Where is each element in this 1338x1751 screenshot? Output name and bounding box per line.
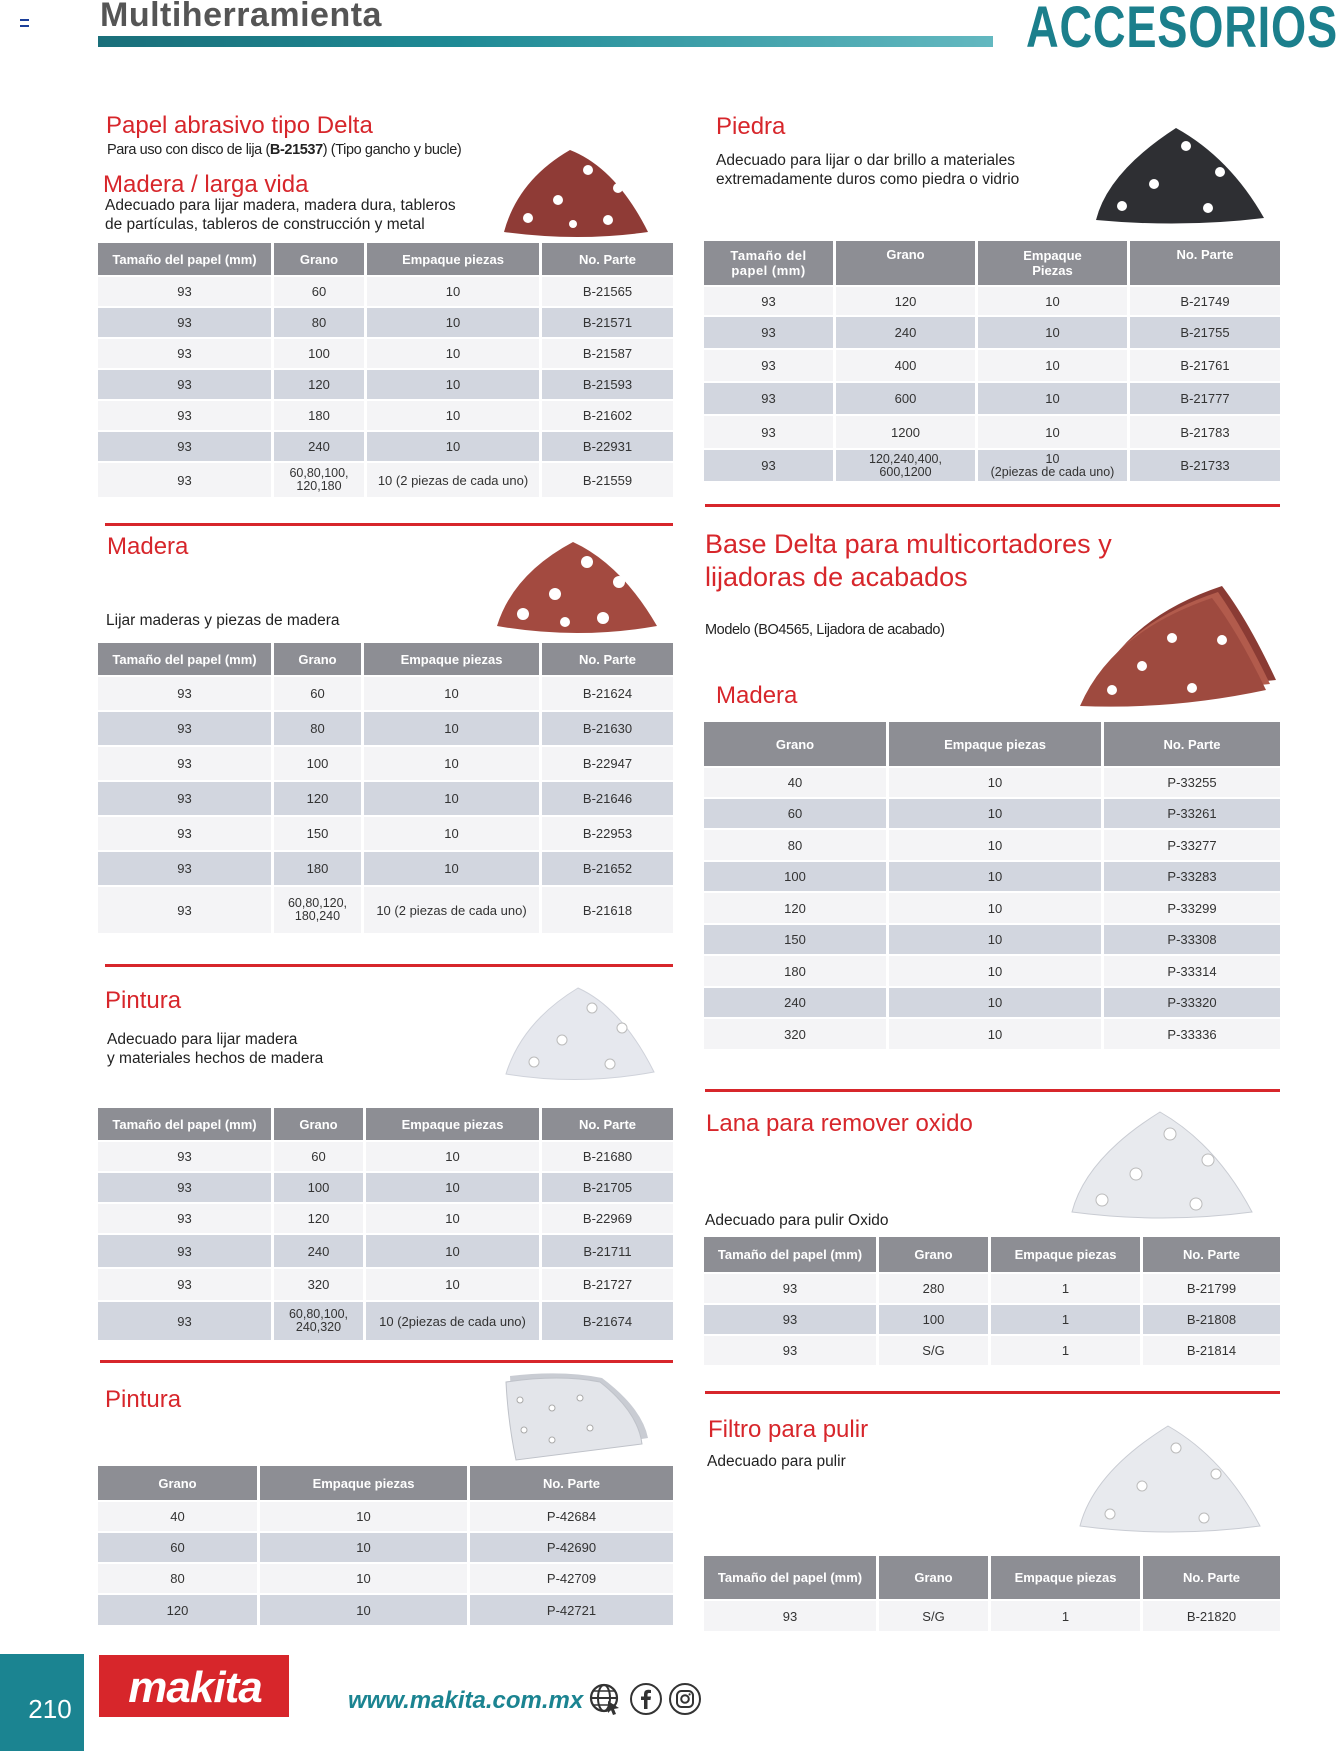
steel-wool-pad-image bbox=[1066, 1108, 1256, 1220]
description-line: de partículas, tableros de construcción y metal bbox=[105, 216, 425, 233]
table-row bbox=[704, 797, 1280, 828]
table-cell: 93 bbox=[98, 780, 274, 815]
table-cell: 180 bbox=[274, 850, 364, 885]
column-header: Tamaño del papel (mm) bbox=[98, 643, 274, 675]
table-row bbox=[704, 860, 1280, 891]
table-cell: 93 bbox=[704, 1599, 879, 1631]
table-cell: 93 bbox=[704, 1272, 879, 1303]
table-cell: B-21749 bbox=[1130, 285, 1280, 315]
table-cell: 40 bbox=[704, 766, 889, 797]
table-cell: P-42684 bbox=[470, 1500, 673, 1531]
table-cell: 60,80,100, 240,320 bbox=[274, 1300, 366, 1340]
sanding-sheet-white-image bbox=[500, 982, 660, 1082]
table-cell: B-21820 bbox=[1143, 1599, 1280, 1631]
section-divider bbox=[705, 504, 1280, 507]
column-header: Empaque Piezas bbox=[978, 241, 1130, 285]
table-cell: B-21618 bbox=[542, 885, 673, 933]
table-cell: 100 bbox=[274, 337, 367, 368]
table-cell: P-33314 bbox=[1104, 954, 1280, 986]
table-row bbox=[704, 285, 1280, 315]
table-cell: B-22947 bbox=[542, 745, 673, 780]
header-bar bbox=[98, 36, 993, 47]
table-cell: 80 bbox=[274, 710, 364, 745]
table-row bbox=[98, 1531, 673, 1562]
table-cell: 10 bbox=[366, 1202, 542, 1233]
table-cell: 120 bbox=[98, 1593, 260, 1625]
table-cell: P-33277 bbox=[1104, 828, 1280, 860]
column-header: Tamaño del papel (mm) bbox=[98, 1108, 274, 1140]
section-title-madera-right: Madera bbox=[716, 682, 798, 709]
table-cell: P-42690 bbox=[470, 1531, 673, 1562]
table-cell: 120,240,400, 600,1200 bbox=[836, 448, 978, 481]
column-header: Grano bbox=[704, 722, 889, 766]
table-row bbox=[98, 745, 673, 780]
table-cell: 80 bbox=[274, 306, 367, 337]
table-cell: 10 (2 piezas de cada uno) bbox=[367, 461, 542, 497]
table-cell: 10 bbox=[889, 986, 1104, 1017]
table-cell: B-21587 bbox=[542, 337, 673, 368]
table-cell: B-21814 bbox=[1143, 1334, 1280, 1365]
column-header: Empaque piezas bbox=[366, 1108, 542, 1140]
table-cell: P-42721 bbox=[470, 1593, 673, 1625]
table-cell: 93 bbox=[98, 337, 274, 368]
table-cell: P-42709 bbox=[470, 1562, 673, 1593]
table-row bbox=[98, 368, 673, 399]
table-cell: 93 bbox=[704, 348, 836, 381]
table-cell: 1200 bbox=[836, 414, 978, 448]
table-cell: 93 bbox=[98, 461, 274, 497]
section-title-filtro: Filtro para pulir bbox=[708, 1416, 869, 1443]
table-cell: 60,80,100, 120,180 bbox=[274, 461, 367, 497]
column-header: No. Parte bbox=[1130, 241, 1280, 285]
table-cell: 93 bbox=[704, 414, 836, 448]
description-line: Adecuado para lijar madera, madera dura, tableros bbox=[105, 197, 456, 214]
table-row bbox=[98, 1300, 673, 1340]
table-cell: 10 bbox=[978, 285, 1130, 315]
table-cell: 10 bbox=[364, 780, 542, 815]
column-header: No. Parte bbox=[470, 1466, 673, 1500]
table-cell: 93 bbox=[98, 675, 274, 710]
sanding-sheet-black-image bbox=[1092, 124, 1267, 224]
page-title: Multiherramienta bbox=[100, 0, 382, 34]
table-cell: 40 bbox=[98, 1500, 260, 1531]
section-title-piedra: Piedra bbox=[716, 113, 786, 140]
column-header: Empaque piezas bbox=[260, 1466, 470, 1500]
table-cell: 1 bbox=[991, 1272, 1143, 1303]
column-header: No. Parte bbox=[1143, 1237, 1280, 1272]
table-cell: 10 (2 piezas de cada uno) bbox=[364, 885, 542, 933]
column-header: No. Parte bbox=[542, 1108, 673, 1140]
table-pintura bbox=[98, 1108, 673, 1340]
description-line: y materiales hechos de madera bbox=[107, 1050, 324, 1067]
table-cell: S/G bbox=[879, 1599, 991, 1631]
table-row bbox=[98, 430, 673, 461]
table-cell: 93 bbox=[98, 850, 274, 885]
column-header: Tamaño del papel (mm) bbox=[704, 1556, 879, 1599]
table-row bbox=[98, 710, 673, 745]
table-cell: B-21808 bbox=[1143, 1303, 1280, 1334]
table-cell: 1 bbox=[991, 1599, 1143, 1631]
table-cell: 1 bbox=[991, 1303, 1143, 1334]
description-line: extremadamente duros como piedra o vidrio bbox=[716, 171, 1020, 188]
table-cell: 10 bbox=[364, 815, 542, 850]
table-row bbox=[98, 815, 673, 850]
table-cell: 10 bbox=[366, 1171, 542, 1202]
table-cell: 10 (2piezas de cada uno) bbox=[366, 1300, 542, 1340]
table-cell: 180 bbox=[274, 399, 367, 430]
table-cell: 93 bbox=[98, 815, 274, 850]
table-cell: 93 bbox=[98, 275, 274, 306]
table-cell: B-22969 bbox=[542, 1202, 673, 1233]
table-cell: 600 bbox=[836, 381, 978, 414]
table-cell: 10 bbox=[367, 337, 542, 368]
table-cell: P-33299 bbox=[1104, 891, 1280, 923]
sanding-base-stack-image bbox=[1072, 580, 1277, 708]
table-cell: 93 bbox=[98, 399, 274, 430]
table-cell: 150 bbox=[704, 923, 889, 954]
table-row bbox=[704, 1599, 1280, 1631]
table-cell: 93 bbox=[98, 745, 274, 780]
table-cell: 10 bbox=[978, 348, 1130, 381]
table-cell: P-33336 bbox=[1104, 1017, 1280, 1049]
table-cell: 10 bbox=[366, 1267, 542, 1300]
table-cell: 240 bbox=[836, 315, 978, 348]
table-cell: B-21733 bbox=[1130, 448, 1280, 481]
table-row bbox=[98, 1233, 673, 1267]
column-header: No. Parte bbox=[542, 243, 673, 275]
table-row bbox=[704, 766, 1280, 797]
table-row bbox=[98, 337, 673, 368]
section-divider bbox=[705, 1089, 1280, 1092]
table-cell: B-22953 bbox=[542, 815, 673, 850]
table-row bbox=[98, 461, 673, 497]
table-row bbox=[98, 1562, 673, 1593]
table-cell: 120 bbox=[274, 780, 364, 815]
table-madera bbox=[98, 643, 673, 933]
table-cell: B-21630 bbox=[542, 710, 673, 745]
table-row bbox=[98, 885, 673, 933]
polishing-filter-image bbox=[1074, 1422, 1264, 1534]
section-title-lana: Lana para remover oxido bbox=[706, 1110, 973, 1137]
column-header: Empaque piezas bbox=[889, 722, 1104, 766]
column-header: Grano bbox=[836, 241, 978, 285]
table-cell: 93 bbox=[98, 885, 274, 933]
table-row bbox=[704, 1017, 1280, 1049]
table-row bbox=[98, 1202, 673, 1233]
table-cell: 10 bbox=[260, 1593, 470, 1625]
page-number: 210 bbox=[28, 1694, 72, 1724]
section-divider bbox=[705, 1391, 1280, 1394]
globe-icon[interactable] bbox=[588, 1682, 622, 1716]
table-cell: 93 bbox=[704, 285, 836, 315]
table-row bbox=[704, 954, 1280, 986]
table-row bbox=[704, 381, 1280, 414]
sanding-sheet-red-image bbox=[493, 536, 663, 636]
table-piedra bbox=[704, 241, 1280, 481]
table-row bbox=[704, 923, 1280, 954]
column-header: Empaque piezas bbox=[367, 243, 542, 275]
table-cell: B-21680 bbox=[542, 1140, 673, 1171]
table-row bbox=[98, 306, 673, 337]
table-cell: B-21711 bbox=[542, 1233, 673, 1267]
table-cell: 240 bbox=[704, 986, 889, 1017]
table-row bbox=[704, 315, 1280, 348]
table-cell: 120 bbox=[836, 285, 978, 315]
table-cell: B-21777 bbox=[1130, 381, 1280, 414]
table-cell: 60 bbox=[704, 797, 889, 828]
table-cell: 100 bbox=[704, 860, 889, 891]
table-cell: 280 bbox=[879, 1272, 991, 1303]
table-cell: 10 bbox=[978, 414, 1130, 448]
table-cell: 10 bbox=[366, 1233, 542, 1267]
column-header: No. Parte bbox=[1104, 722, 1280, 766]
table-cell: 93 bbox=[704, 381, 836, 414]
table-cell: 150 bbox=[274, 815, 364, 850]
table-cell: 10 bbox=[889, 797, 1104, 828]
table-cell: 10 bbox=[367, 430, 542, 461]
table-cell: 10 bbox=[364, 675, 542, 710]
table-cell: B-21783 bbox=[1130, 414, 1280, 448]
table-row bbox=[98, 1267, 673, 1300]
table-cell: 10 bbox=[260, 1500, 470, 1531]
column-header: No. Parte bbox=[1143, 1556, 1280, 1599]
section-title-madera-larga-vida: Madera / larga vida bbox=[103, 171, 309, 198]
table-cell: S/G bbox=[879, 1334, 991, 1365]
table-cell: 10 bbox=[889, 860, 1104, 891]
table-cell: 10 bbox=[367, 399, 542, 430]
table-cell: 80 bbox=[704, 828, 889, 860]
table-cell: 93 bbox=[704, 448, 836, 481]
column-header: Grano bbox=[98, 1466, 260, 1500]
table-delta-madera bbox=[98, 243, 673, 497]
table-cell: 120 bbox=[274, 368, 367, 399]
column-header: Empaque piezas bbox=[991, 1556, 1143, 1599]
column-header: Tamaño del papel (mm) bbox=[704, 1237, 879, 1272]
table-cell: 93 bbox=[98, 1202, 274, 1233]
table-cell: 60 bbox=[274, 275, 367, 306]
column-header: Tamaño del papel (mm) bbox=[704, 241, 836, 285]
table-cell: 10 bbox=[364, 850, 542, 885]
table-row bbox=[704, 1303, 1280, 1334]
table-cell: P-33261 bbox=[1104, 797, 1280, 828]
table-cell: 10 bbox=[889, 954, 1104, 986]
table-row bbox=[704, 414, 1280, 448]
table-cell: 320 bbox=[704, 1017, 889, 1049]
table-cell: 10 bbox=[889, 891, 1104, 923]
table-cell: 10 (2piezas de cada uno) bbox=[978, 448, 1130, 481]
table-cell: B-21727 bbox=[542, 1267, 673, 1300]
table-cell: 10 bbox=[889, 1017, 1104, 1049]
table-row bbox=[704, 891, 1280, 923]
table-row bbox=[704, 1334, 1280, 1365]
table-cell: 60 bbox=[274, 1140, 366, 1171]
table-cell: 10 bbox=[367, 368, 542, 399]
section-title-base-delta-line2: lijadoras de acabados bbox=[705, 562, 968, 592]
table-base-delta-madera bbox=[704, 722, 1280, 1049]
table-row bbox=[98, 1593, 673, 1625]
table-cell: 60,80,120, 180,240 bbox=[274, 885, 364, 933]
column-header: Grano bbox=[879, 1237, 991, 1272]
table-cell: 10 bbox=[889, 923, 1104, 954]
table-cell: 93 bbox=[98, 1140, 274, 1171]
column-header: Empaque piezas bbox=[364, 643, 542, 675]
table-cell: 93 bbox=[98, 306, 274, 337]
table-cell: 93 bbox=[704, 315, 836, 348]
website-link[interactable]: www.makita.com.mx bbox=[348, 1687, 584, 1714]
table-cell: 10 bbox=[364, 710, 542, 745]
table-cell: 93 bbox=[98, 368, 274, 399]
instagram-icon[interactable] bbox=[668, 1682, 702, 1716]
description-line: Adecuado para pulir Oxido bbox=[705, 1212, 889, 1229]
table-cell: 10 bbox=[364, 745, 542, 780]
table-cell: 60 bbox=[98, 1531, 260, 1562]
table-cell: P-33308 bbox=[1104, 923, 1280, 954]
table-cell: B-21571 bbox=[542, 306, 673, 337]
table-cell: 93 bbox=[98, 1171, 274, 1202]
section-divider bbox=[105, 523, 673, 526]
table-cell: B-21799 bbox=[1143, 1272, 1280, 1303]
table-cell: 120 bbox=[704, 891, 889, 923]
table-cell: 93 bbox=[98, 1267, 274, 1300]
table-lana bbox=[704, 1237, 1280, 1365]
column-header: Tamaño del papel (mm) bbox=[98, 243, 274, 275]
table-row bbox=[704, 348, 1280, 381]
table-cell: 320 bbox=[274, 1267, 366, 1300]
table-filtro bbox=[704, 1556, 1280, 1631]
table-cell: 1 bbox=[991, 1334, 1143, 1365]
table-cell: 10 bbox=[978, 381, 1130, 414]
column-header: Grano bbox=[274, 643, 364, 675]
table-cell: 100 bbox=[274, 745, 364, 780]
column-header: Empaque piezas bbox=[991, 1237, 1143, 1272]
table-cell: 93 bbox=[98, 710, 274, 745]
facebook-icon[interactable] bbox=[629, 1682, 663, 1716]
description-line: Adecuado para lijar madera bbox=[107, 1031, 298, 1048]
table-cell: 400 bbox=[836, 348, 978, 381]
table-cell: B-21761 bbox=[1130, 348, 1280, 381]
table-row bbox=[98, 780, 673, 815]
language-flag-icon bbox=[20, 19, 29, 26]
table-cell: 10 bbox=[367, 306, 542, 337]
table-cell: B-21565 bbox=[542, 275, 673, 306]
section-title-madera: Madera bbox=[107, 533, 189, 560]
table-cell: B-22931 bbox=[542, 430, 673, 461]
table-row bbox=[98, 1171, 673, 1202]
category-title: ACCESORIOS bbox=[1026, 0, 1338, 60]
sanding-sheet-stack-image bbox=[502, 1368, 652, 1463]
makita-logo-text: makita bbox=[128, 1663, 262, 1712]
description-line: Lijar maderas y piezas de madera bbox=[106, 612, 340, 629]
table-cell: 10 bbox=[367, 275, 542, 306]
table-row bbox=[704, 1272, 1280, 1303]
table-pintura-grano bbox=[98, 1466, 673, 1625]
table-cell: B-21755 bbox=[1130, 315, 1280, 348]
table-cell: B-21674 bbox=[542, 1300, 673, 1340]
table-cell: 10 bbox=[260, 1531, 470, 1562]
table-cell: 10 bbox=[889, 828, 1104, 860]
section-title-delta: Papel abrasivo tipo Delta bbox=[106, 112, 373, 139]
column-header: Grano bbox=[274, 243, 367, 275]
section-subtitle-delta: Para uso con disco de lija (B-21537) (Tipo gancho y bucle) bbox=[107, 142, 462, 158]
table-cell: 100 bbox=[879, 1303, 991, 1334]
table-row bbox=[704, 986, 1280, 1017]
table-cell: B-21559 bbox=[542, 461, 673, 497]
table-cell: 93 bbox=[704, 1334, 879, 1365]
table-cell: 180 bbox=[704, 954, 889, 986]
table-cell: 100 bbox=[274, 1171, 366, 1202]
table-row bbox=[98, 675, 673, 710]
table-row bbox=[98, 1500, 673, 1531]
table-cell: 93 bbox=[704, 1303, 879, 1334]
table-row bbox=[98, 399, 673, 430]
description-line: Adecuado para lijar o dar brillo a materiales bbox=[716, 152, 1015, 169]
table-cell: P-33255 bbox=[1104, 766, 1280, 797]
section-divider bbox=[105, 964, 673, 967]
column-header: Grano bbox=[879, 1556, 991, 1599]
table-row bbox=[704, 448, 1280, 481]
column-header: Grano bbox=[274, 1108, 366, 1140]
table-cell: 93 bbox=[98, 430, 274, 461]
table-cell: 240 bbox=[274, 430, 367, 461]
table-row bbox=[98, 275, 673, 306]
table-cell: 93 bbox=[98, 1233, 274, 1267]
table-cell: P-33320 bbox=[1104, 986, 1280, 1017]
table-cell: B-21602 bbox=[542, 399, 673, 430]
section-divider bbox=[100, 1360, 673, 1363]
table-cell: B-21646 bbox=[542, 780, 673, 815]
section-title-pintura: Pintura bbox=[105, 987, 182, 1014]
table-row bbox=[704, 828, 1280, 860]
table-cell: 80 bbox=[98, 1562, 260, 1593]
description-line: Adecuado para pulir bbox=[707, 1453, 846, 1470]
table-cell: 60 bbox=[274, 675, 364, 710]
table-row bbox=[98, 850, 673, 885]
table-cell: 10 bbox=[260, 1562, 470, 1593]
column-header: No. Parte bbox=[542, 643, 673, 675]
table-cell: B-21593 bbox=[542, 368, 673, 399]
table-cell: 10 bbox=[978, 315, 1130, 348]
table-row bbox=[98, 1140, 673, 1171]
table-cell: B-21705 bbox=[542, 1171, 673, 1202]
sanding-sheet-red-image bbox=[498, 140, 658, 240]
table-cell: 120 bbox=[274, 1202, 366, 1233]
table-cell: 10 bbox=[366, 1140, 542, 1171]
table-cell: B-21652 bbox=[542, 850, 673, 885]
section-title-pintura-2: Pintura bbox=[105, 1386, 182, 1413]
table-cell: P-33283 bbox=[1104, 860, 1280, 891]
table-cell: 240 bbox=[274, 1233, 366, 1267]
section-title-base-delta: Base Delta para multicortadores y bbox=[705, 529, 1112, 559]
table-cell: 93 bbox=[98, 1300, 274, 1340]
description-line: Modelo (BO4565, Lijadora de acabado) bbox=[705, 622, 945, 638]
table-cell: B-21624 bbox=[542, 675, 673, 710]
table-cell: 10 bbox=[889, 766, 1104, 797]
